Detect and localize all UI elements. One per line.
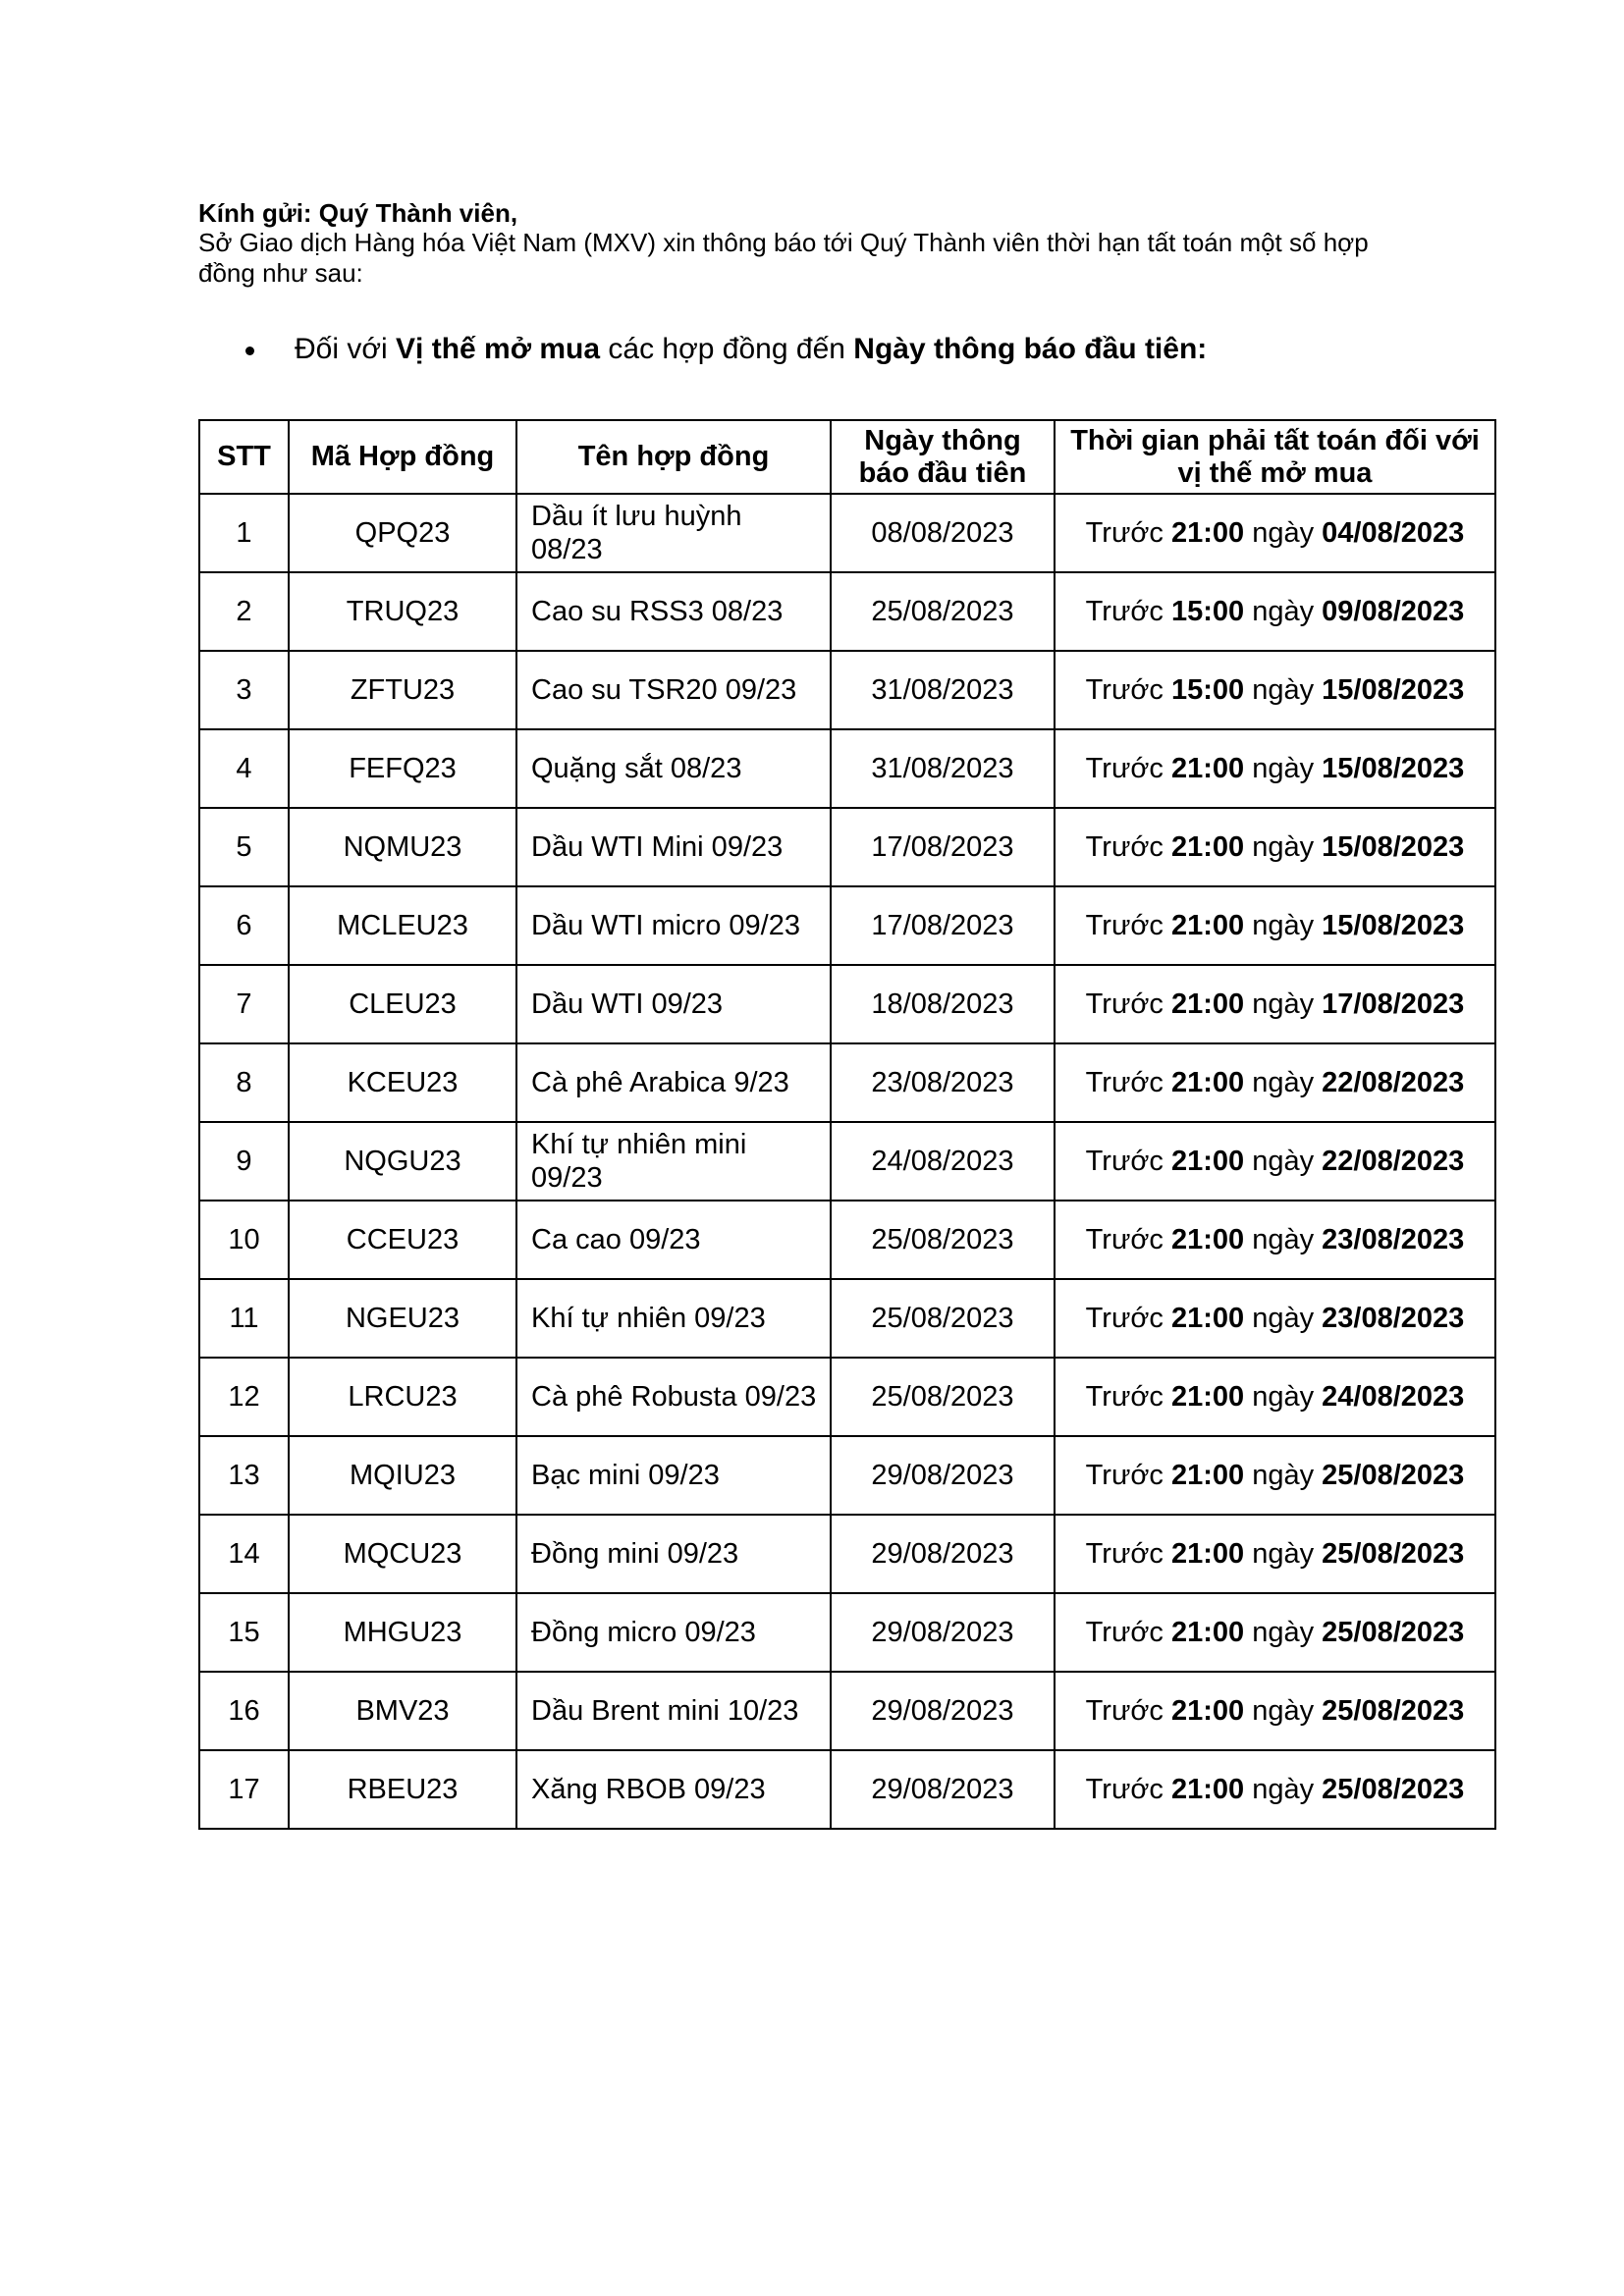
deadline-date: 09/08/2023 xyxy=(1322,596,1465,627)
table-row xyxy=(199,1122,1495,1201)
cell-first-notice: 23/08/2023 xyxy=(831,1043,1055,1122)
deadline-time: 21:00 xyxy=(1170,1224,1245,1255)
deadline-date: 04/08/2023 xyxy=(1322,517,1465,549)
table-row xyxy=(199,808,1495,886)
cell-contract-name: Bạc mini 09/23 xyxy=(516,1436,831,1515)
deadline-prefix: Trước xyxy=(1085,1774,1164,1805)
table-row xyxy=(199,1201,1495,1279)
cell-stt: 13 xyxy=(199,1436,289,1515)
deadline-mid: ngày xyxy=(1252,988,1315,1020)
deadline-date: 24/08/2023 xyxy=(1322,1381,1465,1413)
deadline-date: 25/08/2023 xyxy=(1322,1774,1465,1805)
deadline-mid: ngày xyxy=(1252,1695,1315,1727)
deadline-prefix: Trước xyxy=(1085,674,1164,706)
cell-deadline xyxy=(1055,886,1495,965)
deadline-prefix: Trước xyxy=(1085,1538,1164,1570)
table-row xyxy=(199,1436,1495,1515)
bullet-item xyxy=(295,332,1207,367)
table-row xyxy=(199,1593,1495,1672)
deadline-mid: ngày xyxy=(1252,517,1315,549)
table-row xyxy=(199,572,1495,651)
cell-first-notice: 18/08/2023 xyxy=(831,965,1055,1043)
cell-contract-code: TRUQ23 xyxy=(289,572,516,651)
deadline-mid: ngày xyxy=(1252,1303,1315,1334)
deadline-date: 25/08/2023 xyxy=(1322,1538,1465,1570)
deadline-mid: ngày xyxy=(1252,596,1315,627)
table-row xyxy=(199,1750,1495,1829)
cell-stt: 2 xyxy=(199,572,289,651)
deadline-prefix: Trước xyxy=(1085,910,1164,941)
bullet-text-1: Đối với xyxy=(295,333,397,365)
cell-deadline xyxy=(1055,1358,1495,1436)
cell-first-notice: 31/08/2023 xyxy=(831,651,1055,729)
cell-first-notice: 25/08/2023 xyxy=(831,1279,1055,1358)
table-row xyxy=(199,1279,1495,1358)
cell-deadline xyxy=(1055,1201,1495,1279)
cell-contract-code: NQGU23 xyxy=(289,1122,516,1201)
deadline-mid: ngày xyxy=(1252,1617,1315,1648)
cell-stt: 3 xyxy=(199,651,289,729)
cell-stt: 5 xyxy=(199,808,289,886)
cell-first-notice: 29/08/2023 xyxy=(831,1593,1055,1672)
cell-first-notice: 25/08/2023 xyxy=(831,572,1055,651)
deadline-time: 21:00 xyxy=(1170,1460,1245,1491)
cell-deadline xyxy=(1055,1043,1495,1122)
cell-first-notice: 31/08/2023 xyxy=(831,729,1055,808)
deadline-mid: ngày xyxy=(1252,1460,1315,1491)
deadline-mid: ngày xyxy=(1252,1774,1315,1805)
cell-contract-name: Đồng micro 09/23 xyxy=(516,1593,831,1672)
cell-contract-name: Dầu WTI 09/23 xyxy=(516,965,831,1043)
deadline-date: 15/08/2023 xyxy=(1322,831,1465,863)
header-first-notice-day: Ngày thông báo đầu tiên xyxy=(831,420,1055,494)
deadline-prefix: Trước xyxy=(1085,517,1164,549)
cell-deadline xyxy=(1055,572,1495,651)
table-row xyxy=(199,651,1495,729)
bullet-text-bold-1: Vị thế mở mua xyxy=(396,333,601,365)
cell-contract-name: Xăng RBOB 09/23 xyxy=(516,1750,831,1829)
cell-first-notice: 24/08/2023 xyxy=(831,1122,1055,1201)
cell-stt: 16 xyxy=(199,1672,289,1750)
deadline-date: 22/08/2023 xyxy=(1322,1146,1465,1177)
cell-contract-code: CCEU23 xyxy=(289,1201,516,1279)
cell-stt: 9 xyxy=(199,1122,289,1201)
cell-contract-name: Dầu ít lưu huỳnh 08/23 xyxy=(516,494,831,572)
deadline-time: 21:00 xyxy=(1170,831,1245,863)
deadline-mid: ngày xyxy=(1252,1146,1315,1177)
cell-stt: 14 xyxy=(199,1515,289,1593)
cell-contract-code: CLEU23 xyxy=(289,965,516,1043)
cell-stt: 4 xyxy=(199,729,289,808)
cell-contract-code: MQIU23 xyxy=(289,1436,516,1515)
deadline-mid: ngày xyxy=(1252,1224,1315,1255)
cell-first-notice: 29/08/2023 xyxy=(831,1436,1055,1515)
cell-deadline xyxy=(1055,494,1495,572)
deadline-date: 15/08/2023 xyxy=(1322,753,1465,784)
deadline-time: 21:00 xyxy=(1170,1538,1245,1570)
cell-contract-code: RBEU23 xyxy=(289,1750,516,1829)
cell-stt: 15 xyxy=(199,1593,289,1672)
cell-stt: 8 xyxy=(199,1043,289,1122)
deadline-mid: ngày xyxy=(1252,831,1315,863)
cell-contract-name: Ca cao 09/23 xyxy=(516,1201,831,1279)
deadline-time: 21:00 xyxy=(1170,1695,1245,1727)
cell-first-notice: 08/08/2023 xyxy=(831,494,1055,572)
cell-stt: 17 xyxy=(199,1750,289,1829)
cell-contract-name: Dầu Brent mini 10/23 xyxy=(516,1672,831,1750)
cell-deadline xyxy=(1055,1122,1495,1201)
intro-paragraph: Sở Giao dịch Hàng hóa Việt Nam (MXV) xin thông báo tới Quý Thành viên thời hạn tất toán một số hợp đồng như sau: xyxy=(198,228,1369,288)
cell-deadline xyxy=(1055,965,1495,1043)
table-row xyxy=(199,886,1495,965)
cell-stt: 12 xyxy=(199,1358,289,1436)
deadline-mid: ngày xyxy=(1252,1067,1315,1098)
deadline-prefix: Trước xyxy=(1085,831,1164,863)
deadline-prefix: Trước xyxy=(1085,988,1164,1020)
cell-contract-name: Dầu WTI micro 09/23 xyxy=(516,886,831,965)
cell-deadline xyxy=(1055,1436,1495,1515)
cell-contract-name: Khí tự nhiên mini 09/23 xyxy=(516,1122,831,1201)
deadline-mid: ngày xyxy=(1252,910,1315,941)
deadline-mid: ngày xyxy=(1252,674,1315,706)
cell-contract-code: FEFQ23 xyxy=(289,729,516,808)
deadline-date: 25/08/2023 xyxy=(1322,1460,1465,1491)
deadline-prefix: Trước xyxy=(1085,1381,1164,1413)
deadline-prefix: Trước xyxy=(1085,1067,1164,1098)
deadline-time: 15:00 xyxy=(1170,596,1245,627)
cell-first-notice: 25/08/2023 xyxy=(831,1358,1055,1436)
cell-deadline xyxy=(1055,1750,1495,1829)
deadline-time: 21:00 xyxy=(1170,910,1245,941)
deadline-date: 23/08/2023 xyxy=(1322,1303,1465,1334)
cell-first-notice: 29/08/2023 xyxy=(831,1750,1055,1829)
cell-contract-code: MHGU23 xyxy=(289,1593,516,1672)
deadline-time: 21:00 xyxy=(1170,1774,1245,1805)
bullet-text-bold-2: Ngày thông báo đầu tiên: xyxy=(853,333,1208,365)
deadline-time: 21:00 xyxy=(1170,1146,1245,1177)
cell-contract-code: MQCU23 xyxy=(289,1515,516,1593)
greeting: Kính gửi: Quý Thành viên, xyxy=(198,198,518,228)
deadline-date: 17/08/2023 xyxy=(1322,988,1465,1020)
cell-contract-code: NQMU23 xyxy=(289,808,516,886)
deadline-time: 21:00 xyxy=(1170,1303,1245,1334)
deadline-prefix: Trước xyxy=(1085,1303,1164,1334)
cell-stt: 6 xyxy=(199,886,289,965)
cell-contract-code: LRCU23 xyxy=(289,1358,516,1436)
cell-contract-name: Dầu WTI Mini 09/23 xyxy=(516,808,831,886)
deadline-table xyxy=(198,419,1496,1830)
cell-contract-name: Khí tự nhiên 09/23 xyxy=(516,1279,831,1358)
cell-contract-code: ZFTU23 xyxy=(289,651,516,729)
deadline-prefix: Trước xyxy=(1085,1695,1164,1727)
cell-contract-code: BMV23 xyxy=(289,1672,516,1750)
deadline-prefix: Trước xyxy=(1085,1460,1164,1491)
cell-contract-name: Cao su RSS3 08/23 xyxy=(516,572,831,651)
cell-first-notice: 29/08/2023 xyxy=(831,1515,1055,1593)
deadline-mid: ngày xyxy=(1252,753,1315,784)
deadline-prefix: Trước xyxy=(1085,596,1164,627)
cell-contract-code: QPQ23 xyxy=(289,494,516,572)
cell-contract-name: Đồng mini 09/23 xyxy=(516,1515,831,1593)
cell-deadline xyxy=(1055,1593,1495,1672)
deadline-date: 23/08/2023 xyxy=(1322,1224,1465,1255)
cell-first-notice: 25/08/2023 xyxy=(831,1201,1055,1279)
deadline-prefix: Trước xyxy=(1085,753,1164,784)
cell-deadline xyxy=(1055,729,1495,808)
cell-contract-name: Cao su TSR20 09/23 xyxy=(516,651,831,729)
deadline-date: 15/08/2023 xyxy=(1322,674,1465,706)
cell-stt: 1 xyxy=(199,494,289,572)
header-settlement-deadline: Thời gian phải tất toán đối với vị thế mở mua xyxy=(1055,420,1495,494)
table-row xyxy=(199,1043,1495,1122)
deadline-mid: ngày xyxy=(1252,1538,1315,1570)
deadline-prefix: Trước xyxy=(1085,1224,1164,1255)
deadline-time: 21:00 xyxy=(1170,517,1245,549)
header-contract-code: Mã Hợp đồng xyxy=(289,420,516,494)
deadline-date: 25/08/2023 xyxy=(1322,1617,1465,1648)
deadline-time: 21:00 xyxy=(1170,1617,1245,1648)
deadline-date: 25/08/2023 xyxy=(1322,1695,1465,1727)
cell-contract-code: MCLEU23 xyxy=(289,886,516,965)
cell-deadline xyxy=(1055,1515,1495,1593)
deadline-prefix: Trước xyxy=(1085,1146,1164,1177)
deadline-time: 21:00 xyxy=(1170,988,1245,1020)
cell-deadline xyxy=(1055,651,1495,729)
bullet-dot-icon xyxy=(245,347,254,355)
cell-stt: 11 xyxy=(199,1279,289,1358)
header-stt: STT xyxy=(199,420,289,494)
cell-contract-name: Cà phê Robusta 09/23 xyxy=(516,1358,831,1436)
table-header-row xyxy=(199,420,1495,494)
deadline-time: 21:00 xyxy=(1170,1381,1245,1413)
deadline-prefix: Trước xyxy=(1085,1617,1164,1648)
table-row xyxy=(199,729,1495,808)
header-contract-name: Tên hợp đồng xyxy=(516,420,831,494)
table-row xyxy=(199,965,1495,1043)
table-row xyxy=(199,494,1495,572)
cell-deadline xyxy=(1055,1672,1495,1750)
table-body xyxy=(199,494,1495,1829)
cell-stt: 10 xyxy=(199,1201,289,1279)
cell-first-notice: 17/08/2023 xyxy=(831,808,1055,886)
deadline-date: 22/08/2023 xyxy=(1322,1067,1465,1098)
cell-contract-name: Quặng sắt 08/23 xyxy=(516,729,831,808)
cell-contract-code: KCEU23 xyxy=(289,1043,516,1122)
cell-contract-name: Cà phê Arabica 9/23 xyxy=(516,1043,831,1122)
cell-contract-code: NGEU23 xyxy=(289,1279,516,1358)
cell-stt: 7 xyxy=(199,965,289,1043)
deadline-mid: ngày xyxy=(1252,1381,1315,1413)
deadline-time: 15:00 xyxy=(1170,674,1245,706)
deadline-date: 15/08/2023 xyxy=(1322,910,1465,941)
cell-deadline xyxy=(1055,808,1495,886)
cell-first-notice: 29/08/2023 xyxy=(831,1672,1055,1750)
deadline-time: 21:00 xyxy=(1170,1067,1245,1098)
table-row xyxy=(199,1672,1495,1750)
deadline-time: 21:00 xyxy=(1170,753,1245,784)
bullet-text-2: các hợp đồng đến xyxy=(600,333,854,365)
cell-deadline xyxy=(1055,1279,1495,1358)
table-row xyxy=(199,1515,1495,1593)
table-row xyxy=(199,1358,1495,1436)
cell-first-notice: 17/08/2023 xyxy=(831,886,1055,965)
